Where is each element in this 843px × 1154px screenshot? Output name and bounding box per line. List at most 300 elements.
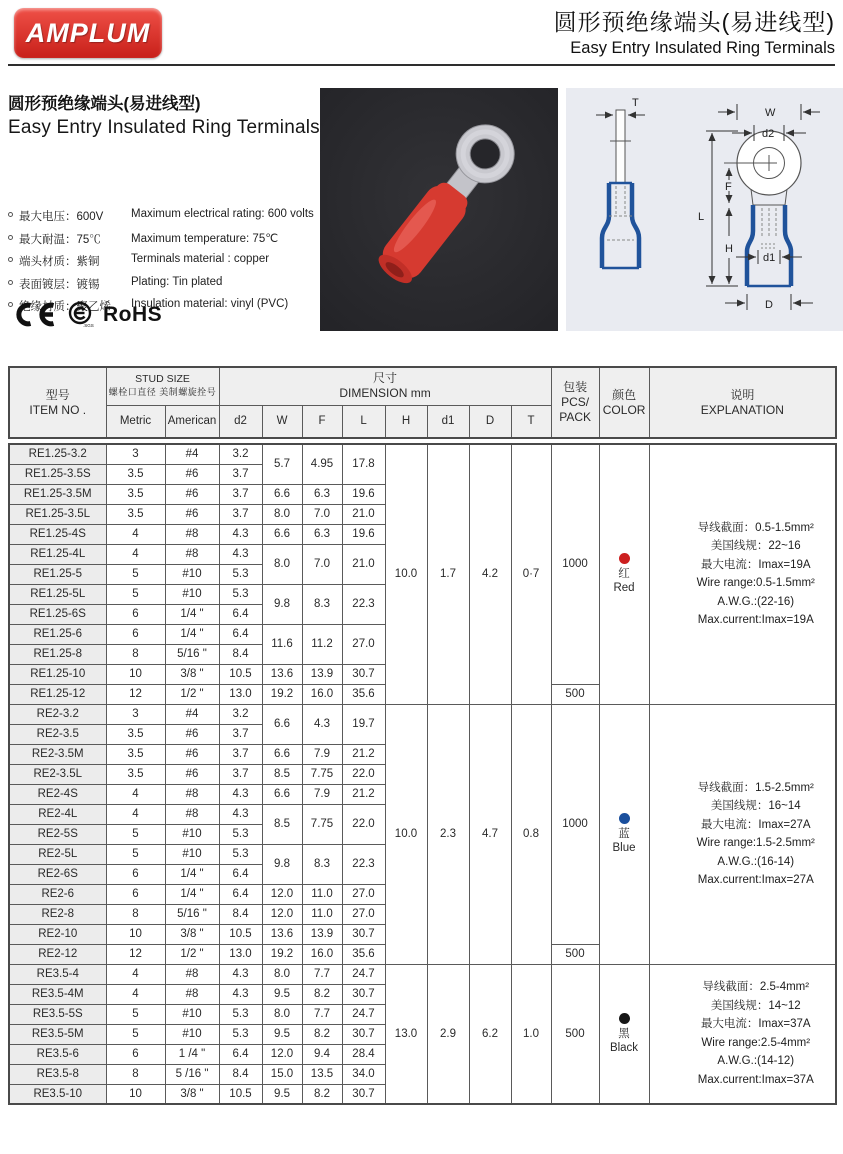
spec-label-en: Maximum temperature: 75℃: [131, 232, 279, 245]
d2-cell: 3.7: [219, 504, 262, 524]
d2-cell: 3.7: [219, 744, 262, 764]
american-cell: 3/8 ": [165, 924, 219, 944]
w-cell: 8.0: [262, 964, 302, 984]
col-header-american: American: [165, 405, 219, 438]
color-name-en: Red: [613, 582, 635, 595]
american-cell: #6: [165, 464, 219, 484]
spec-label-zh: 端头材质：紫铜: [19, 256, 100, 268]
color-cell: [599, 704, 649, 964]
item-no-cell: RE2-3.5: [9, 724, 106, 744]
american-cell: #6: [165, 764, 219, 784]
f-cell: 9.4: [302, 1044, 342, 1064]
f-cell: 16.0: [302, 944, 342, 964]
l-cell: 27.0: [342, 904, 385, 924]
f-cell: 7.75: [302, 804, 342, 844]
american-cell: #4: [165, 704, 219, 724]
metric-cell: 5: [106, 844, 165, 864]
col-header-w: W: [262, 405, 302, 438]
pack-cell: 500: [551, 684, 599, 704]
f-cell: 11.2: [302, 624, 342, 664]
d2-cell: 4.3: [219, 964, 262, 984]
w-cell: 6.6: [262, 704, 302, 744]
metric-cell: 8: [106, 644, 165, 664]
d1-cell: 1.7: [427, 444, 469, 704]
t-cell: 1.0: [511, 964, 551, 1104]
ring-terminal-photo: [320, 88, 558, 331]
h-cell: 10.0: [385, 704, 427, 964]
f-cell: 11.0: [302, 884, 342, 904]
explanation-cell: [649, 444, 836, 704]
w-cell: 6.6: [262, 524, 302, 544]
col-header-h: H: [385, 405, 427, 438]
col-header-t: T: [511, 405, 551, 438]
f-cell: 11.0: [302, 904, 342, 924]
col-header-f: F: [302, 405, 342, 438]
spec-label-en: Plating: Tin plated: [131, 275, 223, 288]
item-no-cell: RE3.5-4: [9, 964, 106, 984]
item-no-cell: RE1.25-12: [9, 684, 106, 704]
dim-label-l: L: [698, 211, 705, 223]
color-name-en: Black: [609, 1041, 639, 1054]
d-cell: 6.2: [469, 964, 511, 1104]
bullet-icon: [8, 212, 13, 217]
f-cell: 7.7: [302, 964, 342, 984]
metric-cell: 12: [106, 684, 165, 704]
dim-label-d1: d1: [763, 252, 776, 264]
d2-cell: 3.2: [219, 444, 262, 464]
col-header-d: D: [469, 405, 511, 438]
col-header-d1: d1: [427, 405, 469, 438]
bullet-icon: [8, 280, 13, 285]
american-cell: #8: [165, 544, 219, 564]
metric-cell: 3: [106, 444, 165, 464]
item-no-cell: RE3.5-4M: [9, 984, 106, 1004]
d2-cell: 6.4: [219, 884, 262, 904]
l-cell: 28.4: [342, 1044, 385, 1064]
table-row: [9, 964, 836, 984]
item-no-cell: RE2-4L: [9, 804, 106, 824]
color-dot-icon: [619, 553, 630, 564]
d1-cell: 2.3: [427, 704, 469, 964]
metric-cell: 4: [106, 964, 165, 984]
l-cell: 34.0: [342, 1064, 385, 1084]
american-cell: 1/4 ": [165, 624, 219, 644]
d-cell: 4.7: [469, 704, 511, 964]
d2-cell: 4.3: [219, 544, 262, 564]
spec-table-header: [8, 366, 837, 439]
w-cell: 12.0: [262, 904, 302, 924]
l-cell: 22.0: [342, 804, 385, 844]
item-no-cell: RE3.5-8: [9, 1064, 106, 1084]
product-title-en: Easy Entry Insulated Ring Terminals: [8, 117, 320, 138]
american-cell: 1/4 ": [165, 864, 219, 884]
f-cell: 6.3: [302, 484, 342, 504]
item-no-cell: RE2-3.2: [9, 704, 106, 724]
american-cell: #8: [165, 984, 219, 1004]
american-cell: #4: [165, 444, 219, 464]
metric-cell: 10: [106, 924, 165, 944]
w-cell: 15.0: [262, 1064, 302, 1084]
american-cell: #8: [165, 804, 219, 824]
spec-label-zh: 表面镀层：镀锡: [19, 278, 100, 291]
metric-cell: 6: [106, 1044, 165, 1064]
item-no-cell: RE1.25-3.5L: [9, 504, 106, 524]
l-cell: 21.0: [342, 504, 385, 524]
l-cell: 30.7: [342, 664, 385, 684]
col-header-color: 颜色 COLOR: [599, 367, 649, 438]
f-cell: 8.2: [302, 1024, 342, 1044]
spec-label-zh: 绝缘材质：聚乙烯: [19, 301, 111, 313]
w-cell: 8.5: [262, 804, 302, 844]
metric-cell: 10: [106, 1084, 165, 1104]
metric-cell: 5: [106, 584, 165, 604]
product-intro: [8, 90, 323, 139]
d2-cell: 4.3: [219, 984, 262, 1004]
d2-cell: 5.3: [219, 1024, 262, 1044]
american-cell: #8: [165, 964, 219, 984]
spec-table-body: [8, 443, 837, 1105]
d2-cell: 6.4: [219, 864, 262, 884]
f-cell: 4.95: [302, 444, 342, 484]
item-no-cell: RE2-6S: [9, 864, 106, 884]
w-cell: 13.6: [262, 664, 302, 684]
explanation-text: 导线截面：1.5-2.5mm² 美国线规：16~14 最大电流：Imax=27A Wire range:1.5-2.5mm² A.W.G.:(16-14) Max.current:Imax=27A: [696, 781, 815, 886]
h-cell: 13.0: [385, 964, 427, 1104]
item-no-cell: RE1.25-3.5S: [9, 464, 106, 484]
f-cell: 7.0: [302, 504, 342, 524]
color-name-en: Blue: [612, 842, 636, 854]
american-cell: 1/4 ": [165, 884, 219, 904]
item-no-cell: RE1.25-8: [9, 644, 106, 664]
american-cell: #6: [165, 744, 219, 764]
spec-label-zh: 最大耐温：75℃: [19, 233, 101, 246]
american-cell: #6: [165, 504, 219, 524]
american-cell: 1/2 ": [165, 684, 219, 704]
product-photo: [320, 88, 558, 331]
metric-cell: 8: [106, 904, 165, 924]
metric-cell: 6: [106, 864, 165, 884]
color-dot-icon: [619, 1013, 630, 1024]
metric-cell: 4: [106, 544, 165, 564]
f-cell: 7.7: [302, 1004, 342, 1024]
item-no-cell: RE1.25-3.2: [9, 444, 106, 464]
dim-label-t: T: [632, 97, 639, 109]
metric-cell: 4: [106, 984, 165, 1004]
american-cell: 1 /4 ": [165, 1044, 219, 1064]
l-cell: 22.3: [342, 844, 385, 884]
metric-cell: 12: [106, 944, 165, 964]
american-cell: 5/16 ": [165, 904, 219, 924]
f-cell: 8.3: [302, 584, 342, 624]
pack-cell: 500: [551, 944, 599, 964]
d2-cell: 13.0: [219, 684, 262, 704]
l-cell: 24.7: [342, 964, 385, 984]
w-cell: 11.6: [262, 624, 302, 664]
w-cell: 8.0: [262, 504, 302, 524]
f-cell: 4.3: [302, 704, 342, 744]
item-no-cell: RE1.25-4S: [9, 524, 106, 544]
d2-cell: 4.3: [219, 804, 262, 824]
d-cell: 4.2: [469, 444, 511, 704]
d2-cell: 13.0: [219, 944, 262, 964]
dim-label-w: W: [765, 107, 776, 119]
l-cell: 21.2: [342, 744, 385, 764]
svg-text:.SGS: .SGS: [83, 323, 94, 328]
dim-label-f: F: [725, 181, 732, 193]
item-no-cell: RE1.25-6: [9, 624, 106, 644]
item-no-cell: RE1.25-6S: [9, 604, 106, 624]
pack-cell: 500: [551, 964, 599, 1104]
american-cell: #10: [165, 564, 219, 584]
rohs-label: RoHS: [103, 302, 163, 326]
l-cell: 22.3: [342, 584, 385, 624]
item-no-cell: RE2-5S: [9, 824, 106, 844]
american-cell: #6: [165, 724, 219, 744]
d2-cell: 3.7: [219, 764, 262, 784]
d2-cell: 8.4: [219, 1064, 262, 1084]
f-cell: 6.3: [302, 524, 342, 544]
item-no-cell: RE2-4S: [9, 784, 106, 804]
item-no-cell: RE2-3.5L: [9, 764, 106, 784]
color-name-zh: 红: [618, 568, 630, 581]
w-cell: 8.0: [262, 1004, 302, 1024]
l-cell: 35.6: [342, 684, 385, 704]
dimension-diagram: [566, 88, 843, 331]
col-header-dimension: 尺寸 DIMENSION mm: [219, 367, 551, 405]
pack-cell: 1000: [551, 704, 599, 944]
item-no-cell: RE3.5-6: [9, 1044, 106, 1064]
w-cell: 6.6: [262, 744, 302, 764]
f-cell: 8.2: [302, 1084, 342, 1104]
item-no-cell: RE3.5-5S: [9, 1004, 106, 1024]
item-no-cell: RE1.25-3.5M: [9, 484, 106, 504]
item-no-cell: RE2-8: [9, 904, 106, 924]
d2-cell: 6.4: [219, 624, 262, 644]
col-header-pack: 包装 PCS/ PACK: [551, 367, 599, 438]
item-no-cell: RE1.25-5: [9, 564, 106, 584]
item-no-cell: RE2-5L: [9, 844, 106, 864]
t-cell: 0.8: [511, 704, 551, 964]
bullet-icon: [8, 235, 13, 240]
american-cell: #8: [165, 784, 219, 804]
t-cell: 0·7: [511, 444, 551, 704]
l-cell: 19.7: [342, 704, 385, 744]
f-cell: 13.5: [302, 1064, 342, 1084]
l-cell: 30.7: [342, 1024, 385, 1044]
col-header-stud-size: STUD SIZE 螺栓口直径 美制螺旋拴号: [106, 367, 219, 405]
w-cell: 9.5: [262, 1084, 302, 1104]
american-cell: #10: [165, 1024, 219, 1044]
american-cell: 1/2 ": [165, 944, 219, 964]
spec-row: [8, 231, 323, 247]
metric-cell: 5: [106, 824, 165, 844]
d2-cell: 5.3: [219, 1004, 262, 1024]
l-cell: 30.7: [342, 984, 385, 1004]
l-cell: 19.6: [342, 484, 385, 504]
w-cell: 5.7: [262, 444, 302, 484]
col-header-l: L: [342, 405, 385, 438]
item-no-cell: RE1.25-5L: [9, 584, 106, 604]
pack-cell: 1000: [551, 444, 599, 684]
item-no-cell: RE2-3.5M: [9, 744, 106, 764]
l-cell: 35.6: [342, 944, 385, 964]
d2-cell: 3.7: [219, 724, 262, 744]
d2-cell: 3.7: [219, 464, 262, 484]
metric-cell: 5: [106, 564, 165, 584]
f-cell: 7.0: [302, 544, 342, 584]
d1-cell: 2.9: [427, 964, 469, 1104]
col-header-explanation: 说明 EXPLANATION: [649, 367, 836, 438]
d2-cell: 5.3: [219, 564, 262, 584]
l-cell: 27.0: [342, 624, 385, 664]
color-cell: [599, 964, 649, 1104]
item-no-cell: RE2-6: [9, 884, 106, 904]
item-no-cell: RE2-12: [9, 944, 106, 964]
metric-cell: 3: [106, 704, 165, 724]
metric-cell: 6: [106, 604, 165, 624]
l-cell: 19.6: [342, 524, 385, 544]
w-cell: 9.5: [262, 1024, 302, 1044]
metric-cell: 3.5: [106, 724, 165, 744]
dimension-drawing: [566, 88, 843, 331]
metric-cell: 10: [106, 664, 165, 684]
spec-row: [8, 208, 323, 224]
certification-marks: [10, 301, 162, 328]
d2-cell: 10.5: [219, 924, 262, 944]
f-cell: 8.3: [302, 844, 342, 884]
d2-cell: 5.3: [219, 844, 262, 864]
l-cell: 24.7: [342, 1004, 385, 1024]
d2-cell: 8.4: [219, 644, 262, 664]
american-cell: 1/4 ": [165, 604, 219, 624]
american-cell: #10: [165, 584, 219, 604]
metric-cell: 4: [106, 784, 165, 804]
american-cell: #10: [165, 844, 219, 864]
spec-label-zh: 最大电压：600V: [19, 211, 104, 223]
color-name-zh: 蓝: [618, 828, 630, 840]
spec-label-en: Maximum electrical rating: 600 volts: [131, 208, 314, 220]
d2-cell: 10.5: [219, 1084, 262, 1104]
metric-cell: 5: [106, 1024, 165, 1044]
w-cell: 12.0: [262, 1044, 302, 1064]
l-cell: 17.8: [342, 444, 385, 484]
spec-label-en: Terminals material : copper: [131, 253, 270, 265]
explanation-text: 导线截面：0.5-1.5mm² 美国线规：22~16 最大电流：Imax=19A Wire range:0.5-1.5mm² A.W.G.:(22-16) Max.current:Imax=19A: [696, 521, 815, 627]
w-cell: 19.2: [262, 684, 302, 704]
col-header-item-no: 型号 ITEM NO .: [9, 367, 106, 438]
spec-row: [8, 276, 323, 292]
l-cell: 30.7: [342, 1084, 385, 1104]
d2-cell: 3.2: [219, 704, 262, 724]
l-cell: 22.0: [342, 764, 385, 784]
w-cell: 9.8: [262, 584, 302, 624]
dim-label-h: H: [725, 243, 733, 255]
d2-cell: 4.3: [219, 524, 262, 544]
spec-row: [8, 253, 323, 269]
dim-label-d: D: [765, 299, 773, 311]
american-cell: #8: [165, 524, 219, 544]
f-cell: 7.75: [302, 764, 342, 784]
f-cell: 8.2: [302, 984, 342, 1004]
metric-cell: 3.5: [106, 484, 165, 504]
metric-cell: 8: [106, 1064, 165, 1084]
american-cell: 3/8 ": [165, 664, 219, 684]
f-cell: 7.9: [302, 784, 342, 804]
w-cell: 13.6: [262, 924, 302, 944]
item-no-cell: RE3.5-10: [9, 1084, 106, 1104]
spec-label-en: Insulation material: vinyl (PVC): [131, 298, 289, 310]
d2-cell: 5.3: [219, 824, 262, 844]
document-title: [554, 4, 835, 58]
metric-cell: 4: [106, 804, 165, 824]
w-cell: 19.2: [262, 944, 302, 964]
table-row: [9, 444, 836, 464]
f-cell: 16.0: [302, 684, 342, 704]
col-header-d2: d2: [219, 405, 262, 438]
color-cell: [599, 444, 649, 704]
metric-cell: 3.5: [106, 504, 165, 524]
american-cell: 3/8 ": [165, 1084, 219, 1104]
d2-cell: 6.4: [219, 604, 262, 624]
f-cell: 7.9: [302, 744, 342, 764]
american-cell: #10: [165, 1004, 219, 1024]
american-cell: #10: [165, 824, 219, 844]
brand-logo-text: AMPLUM: [25, 17, 151, 48]
f-cell: 13.9: [302, 664, 342, 684]
d2-cell: 8.4: [219, 904, 262, 924]
l-cell: 21.0: [342, 544, 385, 584]
item-no-cell: RE2-10: [9, 924, 106, 944]
color-name-zh: 黑: [618, 1027, 630, 1040]
metric-cell: 4: [106, 524, 165, 544]
color-dot-icon: [619, 813, 630, 824]
metric-cell: 3.5: [106, 744, 165, 764]
l-cell: 30.7: [342, 924, 385, 944]
bullet-icon: [8, 257, 13, 262]
item-no-cell: RE1.25-10: [9, 664, 106, 684]
w-cell: 6.6: [262, 784, 302, 804]
american-cell: 5/16 ": [165, 644, 219, 664]
metric-cell: 3.5: [106, 764, 165, 784]
col-header-metric: Metric: [106, 405, 165, 438]
item-no-cell: RE3.5-5M: [9, 1024, 106, 1044]
h-cell: 10.0: [385, 444, 427, 704]
product-title-zh: 圆形预绝缘端头(易进线型): [8, 95, 201, 113]
item-no-cell: RE1.25-4L: [9, 544, 106, 564]
spec-table: [8, 366, 835, 1105]
brand-logo: [14, 8, 162, 58]
d2-cell: 3.7: [219, 484, 262, 504]
f-cell: 13.9: [302, 924, 342, 944]
document-title-zh: 圆形预绝缘端头(易进线型): [553, 9, 835, 35]
sgs-e-mark-icon: [67, 301, 94, 328]
w-cell: 12.0: [262, 884, 302, 904]
metric-cell: 5: [106, 1004, 165, 1024]
metric-cell: 6: [106, 884, 165, 904]
d2-cell: 6.4: [219, 1044, 262, 1064]
l-cell: 21.2: [342, 784, 385, 804]
d2-cell: 4.3: [219, 784, 262, 804]
w-cell: 9.8: [262, 844, 302, 884]
w-cell: 6.6: [262, 484, 302, 504]
w-cell: 9.5: [262, 984, 302, 1004]
dim-label-d2: d2: [762, 128, 775, 140]
ce-mark-icon: [10, 301, 58, 328]
table-row: [9, 704, 836, 724]
w-cell: 8.0: [262, 544, 302, 584]
d2-cell: 5.3: [219, 584, 262, 604]
explanation-text: 导线截面：2.5-4mm² 美国线规：14~12 最大电流：Imax=37A Wire range:2.5-4mm² A.W.G.:(14-12) Max.current:Imax=37A: [697, 981, 814, 1086]
